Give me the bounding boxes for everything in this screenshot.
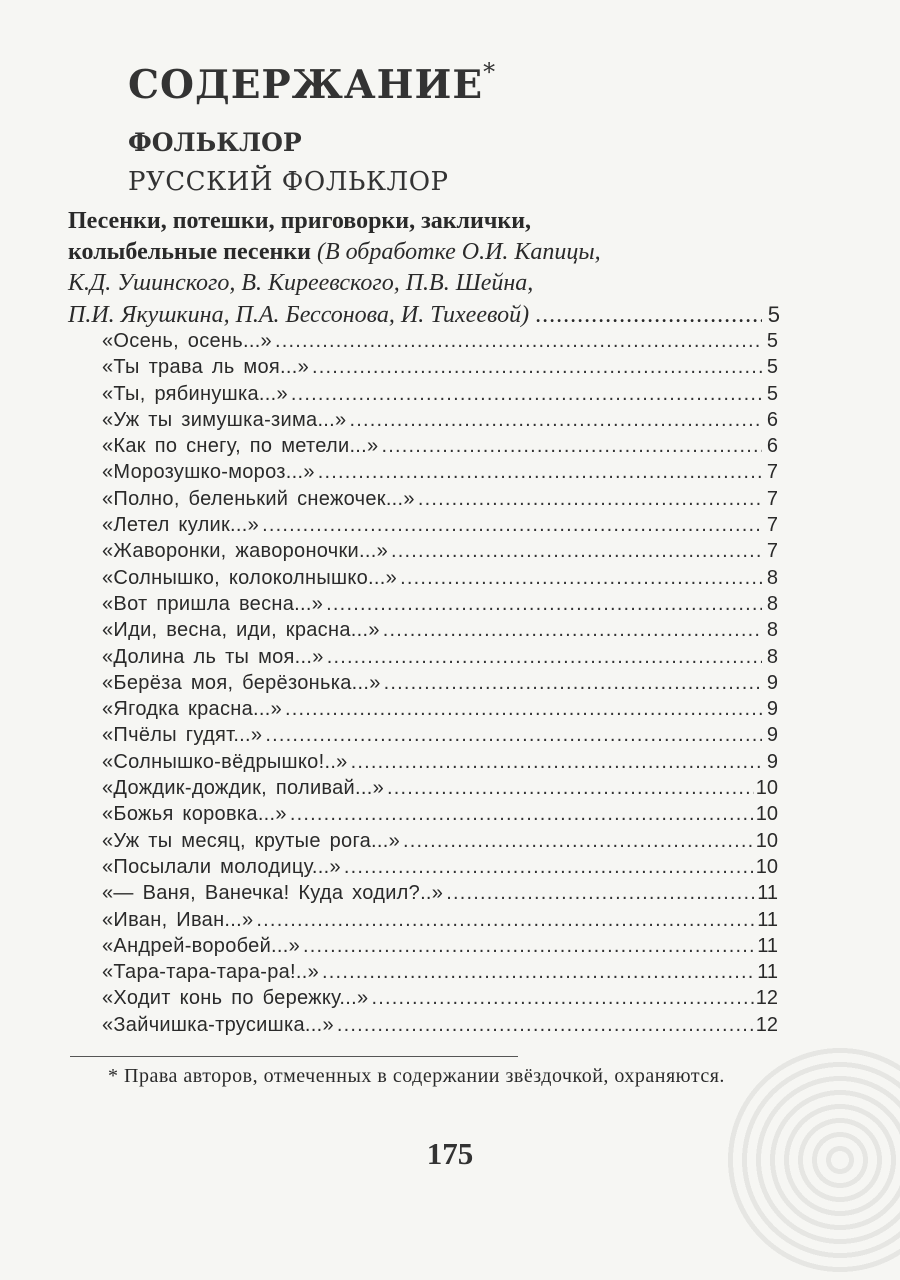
toc-entry-title: «Андрей-воробей...»: [102, 934, 301, 957]
toc-entry-title: «Жаворонки, жавороночки...»: [102, 540, 389, 563]
toc-entry-page: 6: [766, 435, 778, 458]
toc-entry-title: «Посылали молодицу...»: [102, 855, 341, 878]
toc-entry-title: «Божья коровка...»: [102, 803, 287, 826]
toc-entry-page: 5: [766, 382, 778, 405]
leader-dots: [344, 856, 754, 879]
toc-entry-title: «— Ваня, Ванечка! Куда ходил?..»: [102, 882, 444, 905]
toc-entry-page: 10: [755, 855, 778, 878]
leader-dots: [303, 935, 755, 958]
toc-entry: [102, 356, 778, 382]
toc-entry-page: 5: [766, 330, 778, 352]
leader-dots: [337, 1014, 754, 1037]
toc-entry: [102, 567, 778, 593]
toc-entry-page: 7: [766, 461, 778, 484]
toc-entry: [102, 409, 778, 435]
toc-entry-page: 8: [766, 592, 778, 615]
toc-group-heading: [68, 206, 780, 331]
toc-entry: [102, 540, 778, 566]
toc-entry: [102, 751, 778, 777]
toc-entry-page: 10: [755, 803, 778, 826]
toc-entry-title: «Зайчишка-трусишка...»: [102, 1013, 334, 1036]
leader-dots: [285, 698, 762, 721]
toc-entry-title: «Летел кулик...»: [102, 514, 260, 537]
toc-entry-title: «Морозушко-мороз...»: [102, 461, 315, 484]
toc-entry-title: «Уж ты месяц, крутые рога...»: [102, 829, 401, 852]
toc-entry: [102, 593, 778, 619]
toc-entry-page: 9: [766, 750, 778, 773]
toc-entry: [102, 330, 778, 356]
toc-entry-title: «Осень, осень...»: [102, 330, 272, 352]
toc-entry: [102, 935, 778, 961]
toc-entry-title: «Солнышко-вёдрышко!..»: [102, 750, 348, 773]
toc-entry-page: 10: [755, 829, 778, 852]
leader-dots: [262, 514, 762, 537]
leader-dots: [384, 672, 762, 695]
toc-entry-page: 6: [766, 408, 778, 431]
leader-dots: [418, 488, 762, 511]
toc-entry-page: 11: [757, 934, 778, 957]
leader-dots: [312, 356, 762, 379]
footnote: * Права авторов, отмеченных в содержании звёздочкой, охраняются.: [108, 1065, 725, 1087]
subsection-heading: РУССКИЙ ФОЛЬКЛОР: [128, 167, 449, 197]
toc-list: [102, 330, 778, 1040]
leader-dots: [326, 593, 762, 616]
leader-dots: [290, 803, 754, 826]
group-line-4: П.И. Якушкина, П.А. Бессонова, И. Тихеевой) ..... 5: [68, 299, 780, 331]
toc-entry-page: 7: [766, 487, 778, 510]
toc-entry-title: «Ходит конь по бережку...»: [102, 987, 369, 1010]
leader-dots: [327, 646, 762, 669]
leader-dots: [403, 830, 754, 853]
toc-entry-title: «Как по снегу, по метели...»: [102, 435, 379, 458]
toc-entry-title: «Ты трава ль моя...»: [102, 356, 310, 379]
toc-entry-page: 8: [766, 645, 778, 668]
leader-dots: [256, 909, 755, 932]
toc-entry-title: «Долина ль ты моя...»: [102, 645, 324, 668]
toc-entry-title: «Иван, Иван...»: [102, 908, 254, 931]
toc-entry-title: «Вот пришла весна...»: [102, 592, 324, 615]
toc-entry-title: «Уж ты зимушка-зима...»: [102, 408, 347, 431]
toc-entry-title: «Полно, беленький снежочек...»: [102, 487, 415, 510]
toc-entry-page: 5: [766, 356, 778, 379]
group-line-1: Песенки, потешки, приговорки, заклички,: [68, 208, 532, 234]
leader-dots: [349, 409, 762, 432]
toc-entry-page: 11: [757, 908, 778, 931]
toc-entry: [102, 803, 778, 829]
toc-entry: [102, 882, 778, 908]
page-title: СОДЕРЖАНИЕ*: [128, 58, 497, 108]
leader-dots: [371, 987, 753, 1010]
toc-entry-page: 8: [766, 566, 778, 589]
leader-dots: [446, 882, 755, 905]
leader-dots: [383, 619, 762, 642]
toc-entry-title: «Солнышко, колоколнышко...»: [102, 566, 398, 589]
section-heading: ФОЛЬКЛОР: [128, 128, 302, 157]
toc-entry-page: 12: [755, 1013, 778, 1036]
leader-dots: [391, 540, 762, 563]
toc-entry: [102, 777, 778, 803]
toc-entry-page: 12: [755, 987, 778, 1010]
page-number: 175: [426, 1136, 474, 1171]
leader-dots: [351, 751, 762, 774]
toc-entry-title: «Тара-тара-тара-ра!..»: [102, 961, 320, 984]
toc-entry: [102, 1014, 778, 1040]
leader-dots: [322, 961, 755, 984]
toc-entry-title: «Иди, весна, иди, красна...»: [102, 619, 380, 642]
group-page-number: 5: [767, 302, 780, 327]
footnote-divider: [70, 1056, 518, 1057]
toc-entry: [102, 488, 778, 514]
toc-entry: [102, 830, 778, 856]
toc-entry-title: «Ягодка красна...»: [102, 698, 283, 721]
toc-entry: [102, 698, 778, 724]
toc-entry: [102, 619, 778, 645]
toc-entry: [102, 961, 778, 987]
leader-dots: [265, 724, 762, 747]
toc-entry-page: 7: [766, 514, 778, 537]
toc-entry: [102, 383, 778, 409]
toc-entry-title: «Берёза моя, берёзонька...»: [102, 671, 381, 694]
toc-entry-page: 9: [766, 671, 778, 694]
toc-entry-title: «Пчёлы гудят...»: [102, 724, 263, 747]
leader-dots: [381, 435, 762, 458]
toc-entry: [102, 672, 778, 698]
group-line-3: К.Д. Ушинского, В. Киреевского, П.В. Шейна,: [68, 270, 534, 296]
toc-entry-page: 11: [757, 961, 778, 984]
leader-dots: [318, 461, 762, 484]
leader-dots: [387, 777, 754, 800]
toc-entry: [102, 909, 778, 935]
title-footnote-mark: *: [483, 58, 497, 86]
toc-entry-page: 7: [766, 540, 778, 563]
toc-entry-page: 11: [757, 882, 778, 905]
toc-entry: [102, 856, 778, 882]
toc-entry: [102, 987, 778, 1013]
toc-entry: [102, 646, 778, 672]
toc-entry-page: 9: [766, 698, 778, 721]
leader-dots: [275, 330, 762, 353]
toc-entry: [102, 724, 778, 750]
toc-entry: [102, 514, 778, 540]
leader-dots: [400, 567, 762, 590]
toc-entry-title: «Дождик-дождик, поливай...»: [102, 777, 385, 800]
toc-entry-page: 9: [766, 724, 778, 747]
leader-dots: [535, 300, 762, 331]
toc-entry-title: «Ты, рябинушка...»: [102, 382, 288, 405]
toc-entry: [102, 435, 778, 461]
toc-entry-page: 10: [755, 777, 778, 800]
leader-dots: [291, 383, 762, 406]
group-line-2: колыбельные песенки (В обработке О.И. Капицы,: [68, 239, 601, 265]
toc-entry: [102, 461, 778, 487]
toc-entry-page: 8: [766, 619, 778, 642]
